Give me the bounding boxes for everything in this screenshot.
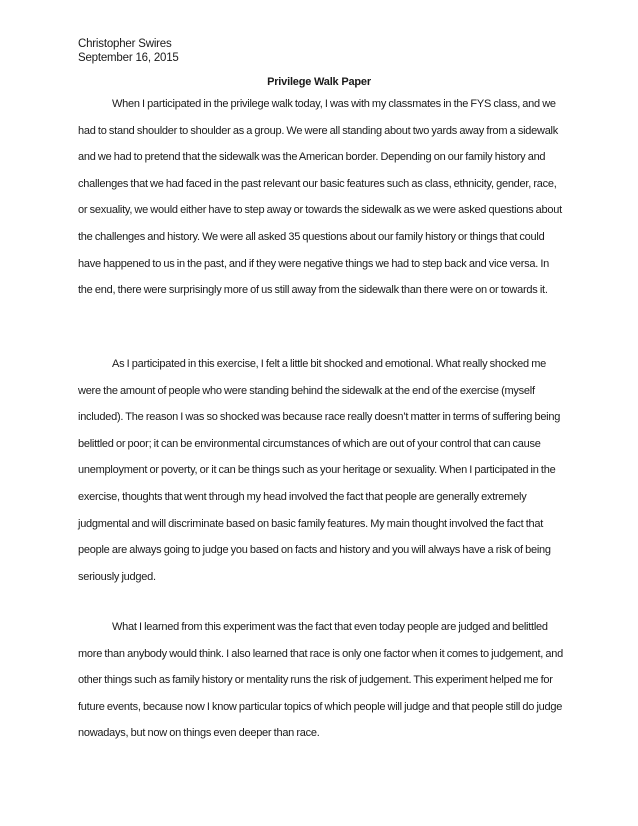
paragraph-1: When I participated in the privilege walk today, I was with my classmates in the FYS class, and we had to stand shoulder to shoulder as a group. We were all standing about two yards away from a sidewalk and we had to pretend that the sidewalk was the American border. Depending on our family history and challenges that we had faced in the past relevant our basic features such as class, ethnicity, gender, race, or sexuality, we would either have to step away or towards the sidewalk as we were asked questions about the challenges and history. We were all asked 35 questions about our family history or things that could have happened to us in the past, and if they were negative things we had to step back and vice versa. In the end, there were surprisingly more of us still away from the sidewalk than there were on or towards it. — [78, 98, 562, 297]
author-name: Christopher Swires — [78, 38, 172, 50]
paragraph-2: As I participated in this exercise, I felt a little bit shocked and emotional. What really shocked me were the amount of people who were standing behind the sidewalk at the end of the exercise (myself included). The reason I was so shocked was because race really doesn’t matter in terms of suffering being belittled or poor; it can be environmental circumstances of which are out of your control that can cause unemployment or poverty, or it can be things such as your heritage or sexuality. When I participated in the exercise, thoughts that went through my head involved the fact that people are generally extremely judgmental and will discriminate based on basic family features. My main thought involved the fact that people are always going to judge you based on facts and history and you will always have a risk of being seriously judged. — [78, 358, 561, 583]
document-date: September 16, 2015 — [78, 52, 179, 64]
paragraph-3: What I learned from this experiment was the fact that even today people are judged and belittled more than anybody would think. I also learned that race is only one factor when it comes to judgement, and other things such as family history or mentality runs the risk of judgement. This experiment helped me for future events, because now I know particular topics of which people will judge and that people still do judge nowadays, but now on things even deeper than race. — [78, 621, 563, 740]
document-title: Privilege Walk Paper — [267, 76, 371, 88]
